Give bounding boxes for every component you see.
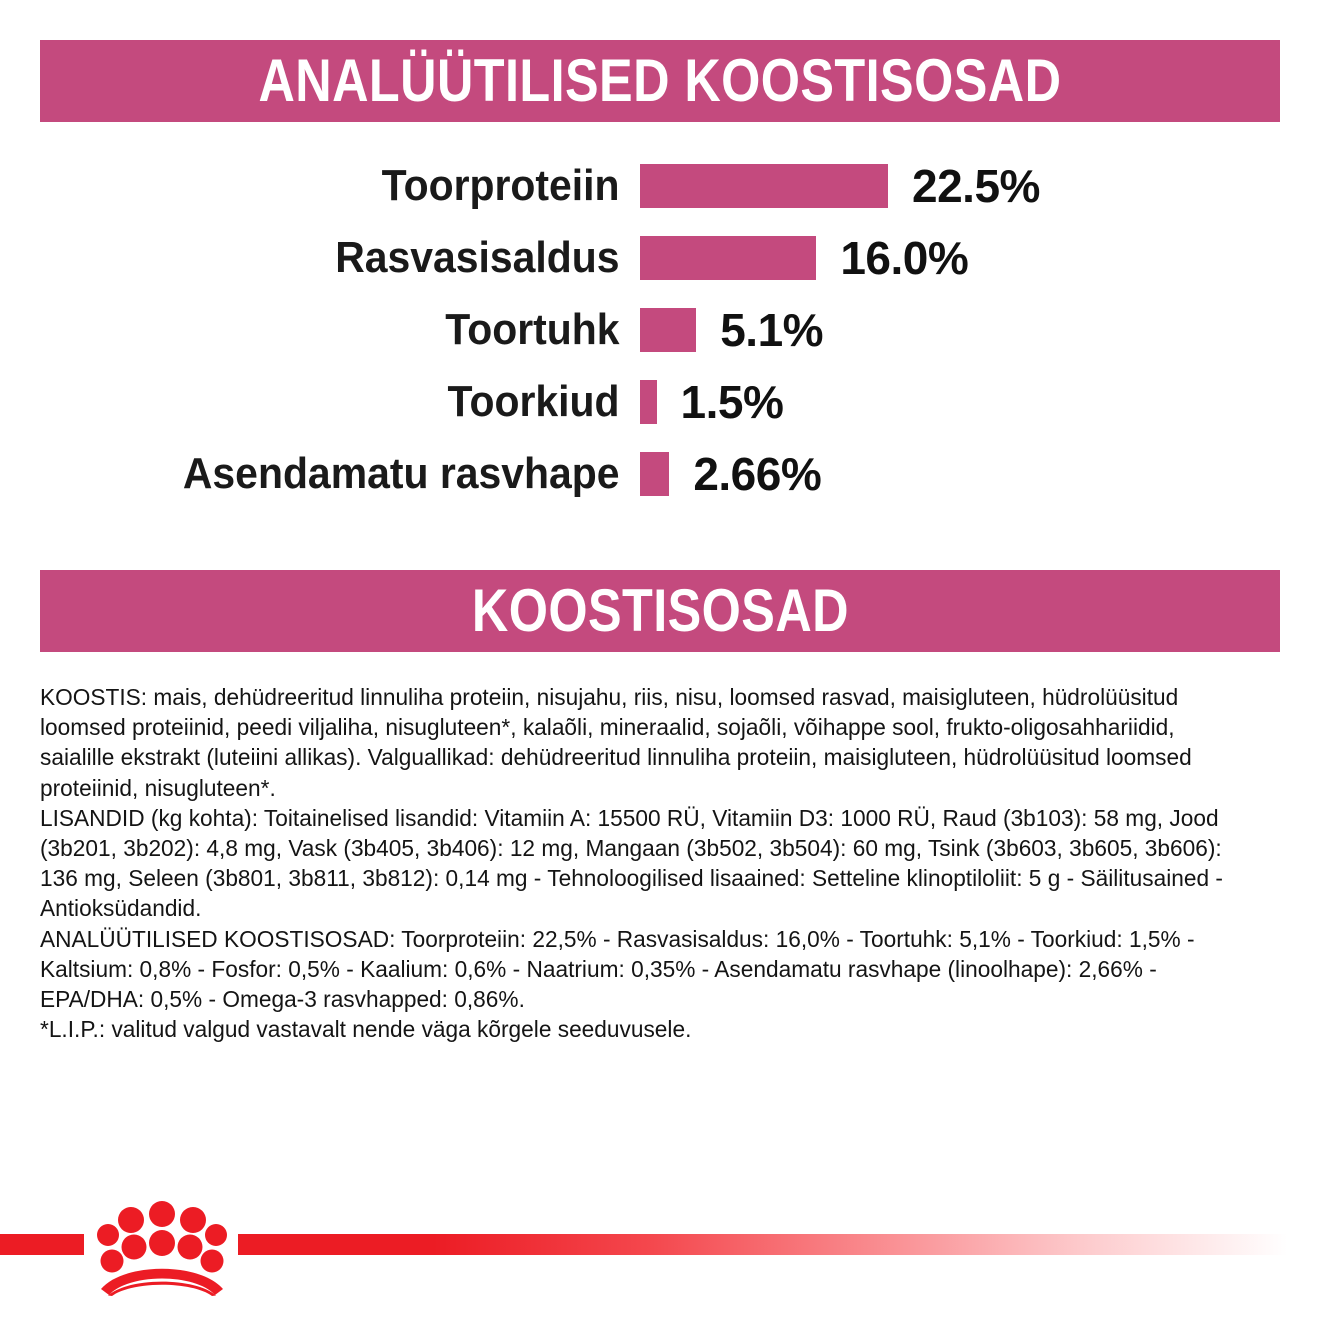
footer <box>0 1188 1320 1320</box>
composition-banner <box>40 570 1280 652</box>
chart-row <box>0 366 1320 438</box>
chart-bar-wrapper <box>640 438 821 510</box>
analytical-constituents-banner <box>40 40 1280 122</box>
chart-value-label: 22.5% <box>912 160 1040 212</box>
chart-bar <box>640 380 657 424</box>
analytical-constituents-chart <box>0 150 1320 530</box>
chart-bar-wrapper <box>640 150 1040 222</box>
chart-row <box>0 294 1320 366</box>
royal-canin-crown-icon <box>96 1196 228 1296</box>
composition-title: KOOSTISOSAD <box>471 577 849 644</box>
chart-row <box>0 150 1320 222</box>
chart-bar-wrapper <box>640 294 823 366</box>
chart-row <box>0 222 1320 294</box>
chart-value-label: 16.0% <box>840 232 969 284</box>
chart-bar <box>640 452 669 496</box>
composition-paragraph: ANALÜÜTILISED KOOSTISOSAD: Toorproteiin: 22,5% - Rasvasisaldus: 16,0% - Toortuhk: 5,1% - Toorkiud: 1,5% - Kaltsium: 0,8% - Fosfor: 0,5% - Kaalium: 0,6% - Naatrium: 0,35% - Asendamatu rasvhape (linoolhape): 2,66% - EPA/DHA: 0,5% - Omega-3 rasvhapped: 0,86%. <box>40 925 1195 1013</box>
composition-text-block <box>40 682 1246 1044</box>
chart-bar <box>640 308 696 352</box>
chart-row <box>0 438 1320 510</box>
chart-value-label: 5.1% <box>720 304 824 356</box>
chart-category-label: Asendamatu rasvhape <box>182 449 620 498</box>
chart-bar-wrapper <box>640 222 968 294</box>
composition-paragraph: *L.I.P.: valitud valgud vastavalt nende väga kõrgele seeduvusele. <box>40 1016 692 1043</box>
chart-category-label: Toorkiud <box>447 377 620 426</box>
chart-bar <box>640 236 816 280</box>
chart-category-label: Toortuhk <box>445 305 620 354</box>
chart-value-label: 2.66% <box>693 448 822 500</box>
chart-category-label: Rasvasisaldus <box>335 233 620 282</box>
footer-rule-right <box>238 1234 1320 1255</box>
analytical-constituents-title: ANALÜÜTILISED KOOSTISOSAD <box>258 47 1062 114</box>
composition-paragraph: LISANDID (kg kohta): Toitainelised lisandid: Vitamiin A: 15500 RÜ, Vitamiin D3: 1000 RÜ, Raud (3b103): 58 mg, Jood (3b201, 3b202): 4,8 mg, Vask (3b405, 3b406): 12 mg, Mangaan (3b502, 3b504): 60 mg, Tsink (3b603, 3b605, 3b606): 136 mg, Seleen (3b801, 3b811, 3b812): 0,14 mg - Tehnoloogilised lisaained: Setteline klinoptiloliit: 5 g - Säilitusained - Antioksüdandid. <box>40 804 1223 922</box>
chart-value-label: 1.5% <box>680 376 784 428</box>
composition-paragraph: KOOSTIS: mais, dehüdreeritud linnuliha proteiin, nisujahu, riis, nisu, loomsed rasvad, maisigluteen, hüdrolüüsitud loomsed proteiinid, peedi viljaliha, nisugluteen*, kalaõli, mineraalid, sojaõli, võihappe sool, frukto-oligosahhariidid, saialille ekstrakt (luteiini allikas). Valguallikad: dehüdreeritud linnuliha proteiin, maisigluteen, hüdrolüüsitud loomsed proteiinid, nisugluteen*. <box>40 684 1192 801</box>
chart-bar-wrapper <box>640 366 783 438</box>
footer-rule-left <box>0 1234 84 1255</box>
chart-category-label: Toorproteiin <box>381 161 620 210</box>
chart-bar <box>640 164 888 208</box>
